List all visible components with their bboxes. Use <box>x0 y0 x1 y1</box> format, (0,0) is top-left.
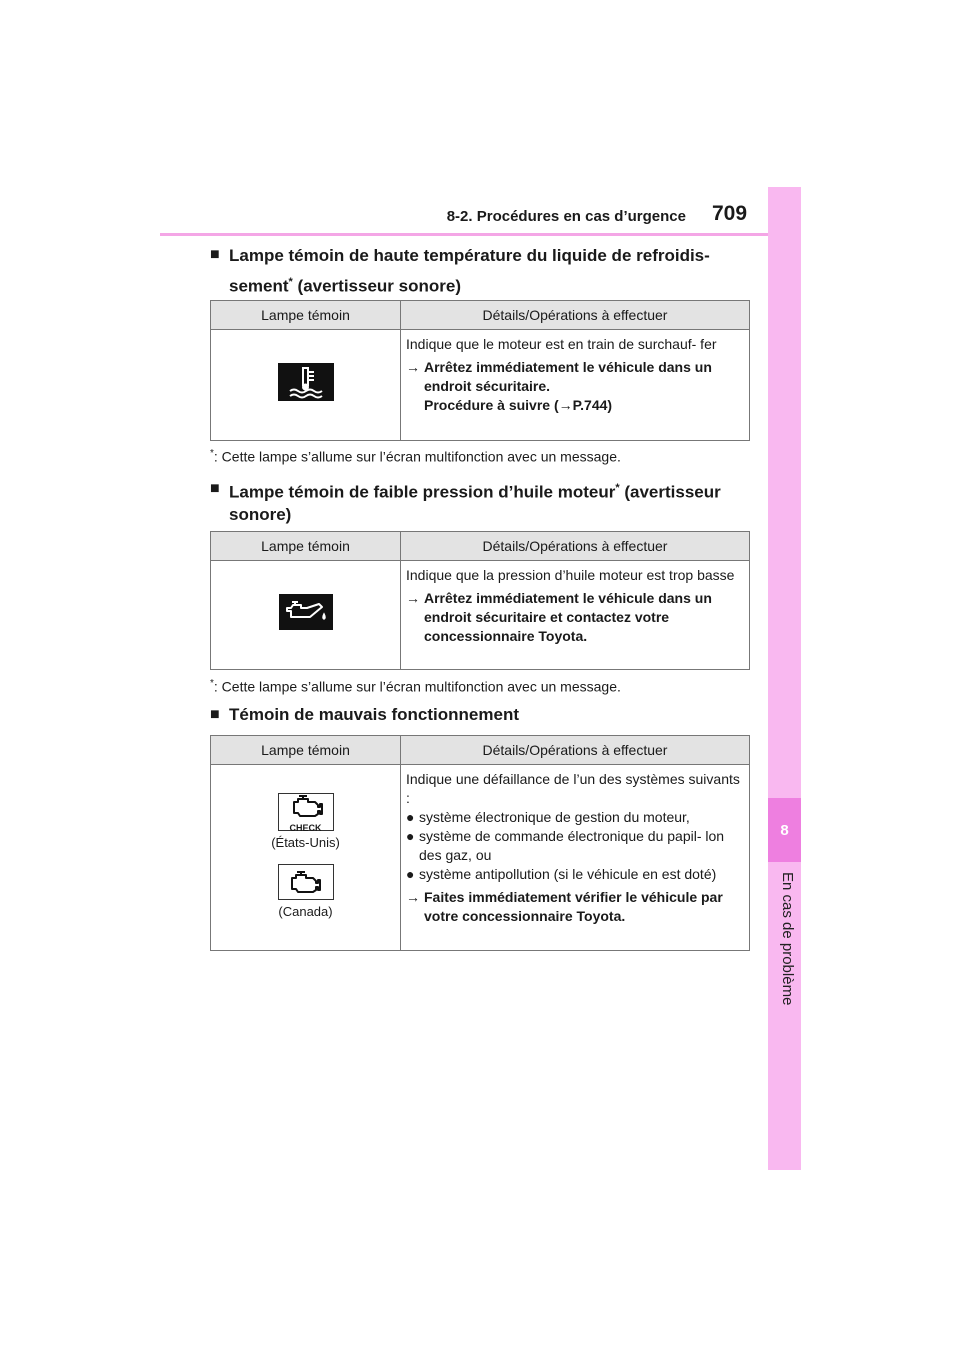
malfunction-description: Indique une défaillance de l’un des systèmes suivants : <box>406 771 740 806</box>
arrow-icon: → <box>406 359 420 375</box>
dot-bullet-icon: ● <box>406 866 415 882</box>
square-bullet-icon: ■ <box>210 480 220 497</box>
table-header-details: Détails/Opérations à effectuer <box>401 736 750 765</box>
arrow-icon: → <box>406 590 420 606</box>
check-engine-icon <box>278 793 334 831</box>
engine-icon <box>278 864 334 900</box>
table-header-details: Détails/Opérations à effectuer <box>401 532 750 561</box>
section-title-malfunction: ■ Témoin de mauvais fonctionnement <box>210 703 750 727</box>
check-label: CHECK <box>289 823 322 833</box>
coolant-action: → Arrêtez immédiatement le véhicule dans un endroit sécuritaire. Procédure à suivre (→P.744) <box>406 359 712 413</box>
header-rule <box>160 233 768 236</box>
malfunction-action: → Faites immédiatement vérifier le véhicule par votre concessionnaire Toyota. <box>406 889 723 924</box>
region-canada-label: (Canada) <box>278 904 333 919</box>
coolant-description: Indique que le moteur est en train de surchauf- fer <box>406 336 717 352</box>
square-bullet-icon: ■ <box>210 246 220 263</box>
oil-pressure-action: → Arrêtez immédiatement le véhicule dans un endroit sécuritaire et contactez votre concessionnaire Toyota. <box>406 590 712 644</box>
region-us-label: (États-Unis) <box>271 835 340 850</box>
oil-pressure-description: Indique que la pression d’huile moteur est trop basse <box>406 567 735 583</box>
dot-bullet-icon: ● <box>406 809 415 825</box>
malfunction-table <box>210 735 750 951</box>
table-header-lamp: Lampe témoin <box>211 301 401 330</box>
arrow-icon: → <box>406 889 420 905</box>
arrow-icon: → <box>558 397 573 413</box>
oil-pressure-icon <box>279 594 333 630</box>
page-number: 709 <box>712 202 748 225</box>
square-bullet-icon: ■ <box>210 706 220 723</box>
list-item: ● système antipollution (si le véhicule en est doté) <box>406 866 717 882</box>
dot-bullet-icon: ● <box>406 828 415 844</box>
section-title-oil-pressure: ■ Lampe témoin de faible pression d’huile moteur* (avertisseur sonore) <box>210 477 750 526</box>
chapter-number: 8 <box>768 798 801 862</box>
footnote-oil-pressure: *: Cette lampe s’allume sur l’écran multifonction avec un message. <box>210 678 621 695</box>
oil-pressure-table <box>210 531 750 670</box>
table-header-lamp: Lampe témoin <box>211 532 401 561</box>
chapter-label: En cas de problème <box>779 872 796 1006</box>
table-header-details: Détails/Opérations à effectuer <box>401 301 750 330</box>
table-header-lamp: Lampe témoin <box>211 736 401 765</box>
list-item: ● système de commande électronique du papil- lon des gaz, ou <box>406 828 725 863</box>
coolant-warning-table <box>210 300 750 441</box>
list-item: ● système électronique de gestion du moteur, <box>406 809 690 825</box>
section-title-coolant: ■ Lampe témoin de haute température du liquide de refroidis- sement* (avertisseur sonore) <box>210 243 740 300</box>
footnote-coolant: *: Cette lampe s’allume sur l’écran multifonction avec un message. <box>210 448 621 465</box>
section-heading: 8-2. Procédures en cas d’urgence <box>446 208 686 225</box>
page-reference-link[interactable]: P.744) <box>572 397 613 413</box>
coolant-temperature-icon <box>278 363 334 401</box>
